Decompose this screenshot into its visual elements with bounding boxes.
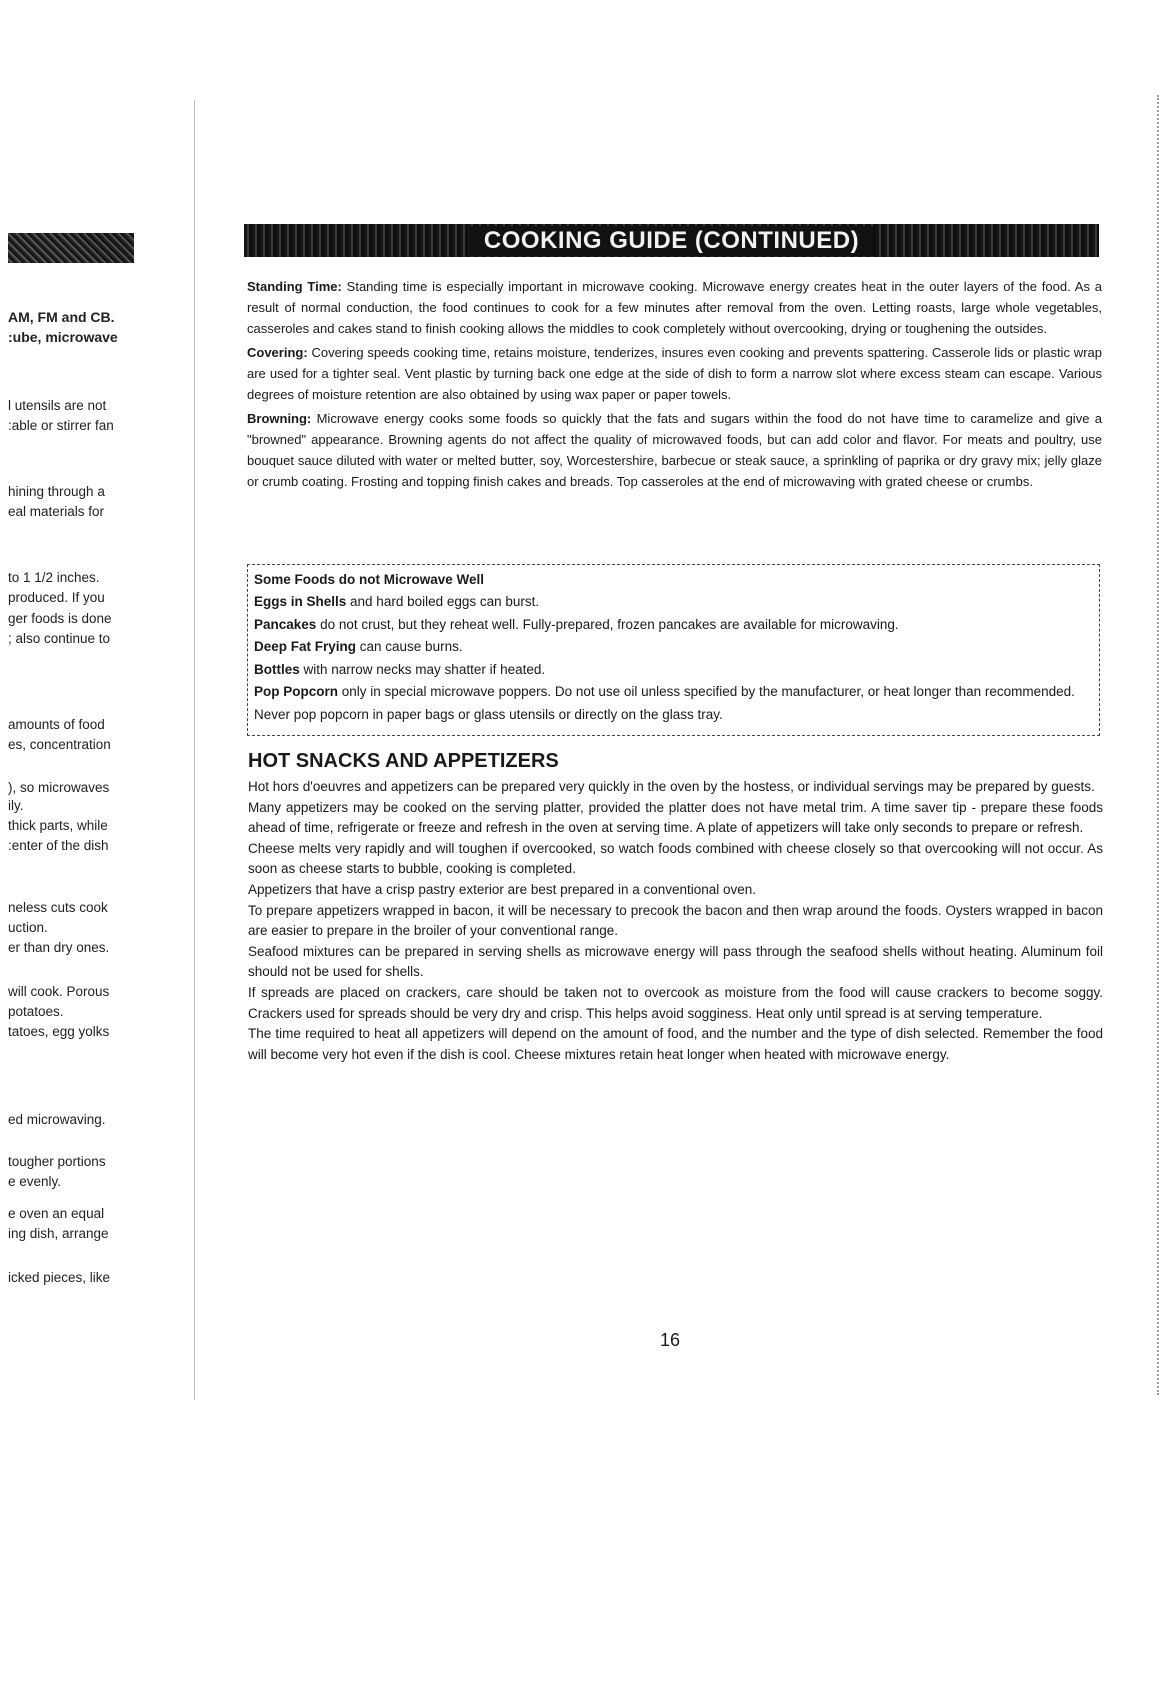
hot-snacks-text (248, 777, 1103, 1065)
left-page-fragment: l utensils are not (8, 398, 107, 413)
left-page-fragment: e oven an equal (8, 1206, 105, 1221)
left-page-fragment: potatoes. (8, 1004, 64, 1019)
box-item: Bottles with narrow necks may shatter if heated. (254, 661, 546, 677)
snack-paragraph: The time required to heat all appetizers will depend on the amount of food, and the number and the type of dish selected. Remember the food will become very hot even if the dish is cool. Cheese mixtures retain heat longer when heated with microwave energy. (248, 1026, 1103, 1062)
page-title: COOKING GUIDE (CONTINUED) (470, 226, 873, 256)
left-page-fragment: tougher portions (8, 1154, 106, 1169)
left-page-fragment: icked pieces, like (8, 1270, 111, 1285)
left-page-fragment: :ube, microwave (8, 329, 118, 345)
covering-paragraph: Covering: Covering speeds cooking time, retains moisture, tenderizes, insures even cooking and prevents spattering. Casserole lids or plastic wrap are used for a tighter seal. Vent plastic by turning back one edge at the side of dish to form a narrow slot where excess steam can escape. Various degrees of moisture retention are also obtained by using wax paper or paper towels. (247, 345, 1102, 402)
box-item: Pancakes do not crust, but they reheat well. Fully-prepared, frozen pancakes are available for microwaving. (254, 616, 899, 632)
page-gutter-line (194, 100, 195, 1400)
box-item: Pop Popcorn only in special microwave poppers. Do not use oil unless specified by the manufacturer, or heat longer than recommended. Never pop popcorn in paper bags or glass utensils or directly on the glass tray. (254, 684, 1075, 722)
box-item: Deep Fat Frying can cause burns. (254, 639, 463, 654)
snack-paragraph: Hot hors d'oeuvres and appetizers can be prepared very quickly in the oven by the hostess, or individual servings may be prepared by guests. (248, 779, 1095, 794)
left-page-fragment: :able or stirrer fan (8, 418, 114, 433)
left-page-fragment: er than dry ones. (8, 940, 110, 955)
left-page-fragment: thick parts, while (8, 818, 108, 833)
left-page-fragment: :enter of the dish (8, 838, 109, 853)
left-page-fragment: ed microwaving. (8, 1112, 106, 1127)
cooking-guide-text (247, 276, 1102, 495)
browning-paragraph: Browning: Microwave energy cooks some foods so quickly that the fats and sugars within the food do not have time to caramelize and give a "browned" appearance. Browning agents do not affect the quality of microwaved foods, but can add color and flavor. For meats and poultry, use bouquet sauce diluted with water or melted butter, soy, Worcestershire, barbecue or steak sauce, a sprinkling of paprika or dry gravy mix; jelly glaze or crumb coating. Frosting and topping finish cakes and breads. Top casseroles at the end of microwaving with grated cheese or crumbs. (247, 411, 1102, 489)
left-page-header-bar (8, 233, 134, 263)
right-edge-line (1157, 95, 1159, 1395)
snack-paragraph: Many appetizers may be cooked on the serving platter, provided the platter does not have metal trim. A time saver tip - prepare these foods ahead of time, refrigerate or freeze and refresh in the oven at serving time. A plate of appetizers will take only seconds to prepare or refresh. (248, 799, 1103, 836)
left-page-fragment: es, concentration (8, 737, 111, 752)
left-page-fragment: neless cuts cook (8, 900, 108, 915)
foods-not-microwave-box (247, 564, 1100, 736)
left-page-fragment: ), so microwaves (8, 780, 110, 795)
left-page-fragment: e evenly. (8, 1174, 62, 1189)
snack-paragraph: Cheese melts very rapidly and will toughen if overcooked, so watch foods combined with cheese closely so that overcooking will not occur. As soon as cheese starts to bubble, cooking is completed. (248, 840, 1103, 877)
left-page-fragment: eal materials for (8, 504, 105, 519)
left-page-fragment: uction. (8, 920, 48, 935)
box-title: Some Foods do not Microwave Well (254, 572, 485, 587)
page-number: 16 (660, 1330, 681, 1350)
standing-time-paragraph: Standing Time: Standing time is especially important in microwave cooking. Microwave energy creates heat in the outer layers of the food. As a result of normal conduction, the food continues to cook for a few minutes after removal from the oven. Letting roasts, large whole vegetables, casseroles and cakes stand to finish cooking allows the middles to cook completely without overcooking, drying or toughening the outsides. (247, 279, 1102, 336)
left-page-fragment: will cook. Porous (8, 984, 110, 999)
left-page-fragment: ger foods is done (8, 611, 112, 626)
left-page-fragment: hining through a (8, 484, 105, 499)
left-page-fragment: to 1 1/2 inches. (8, 570, 100, 585)
snack-paragraph: To prepare appetizers wrapped in bacon, it will be necessary to precook the bacon and then wrap around the foods. Oysters wrapped in bacon are easier to prepare in the broiler of your conventional range. (248, 902, 1103, 939)
left-page-fragment: tatoes, egg yolks (8, 1024, 110, 1039)
hot-snacks-heading: HOT SNACKS AND APPETIZERS (248, 750, 559, 772)
left-page-fragment: ; also continue to (8, 631, 111, 646)
section-banner (244, 224, 1099, 257)
snack-paragraph: Appetizers that have a crisp pastry exterior are best prepared in a conventional oven. (248, 881, 757, 897)
snack-paragraph: Seafood mixtures can be prepared in serving shells as microwave energy will pass through the seafood shells without heating. Aluminum foil should not be used for shells. (248, 943, 1103, 980)
left-page-fragment: ily. (8, 798, 24, 813)
snack-paragraph: If spreads are placed on crackers, care should be taken not to overcook as moisture from the food will cause crackers to become soggy. Crackers used for spreads should be very dry and crisp. This helps avoid sogginess. Heat only until spread is at serving temperature. (248, 984, 1103, 1021)
left-page-fragment: ing dish, arrange (8, 1226, 109, 1241)
box-item: Eggs in Shells and hard boiled eggs can burst. (254, 594, 540, 609)
left-page-fragment: amounts of food (8, 717, 105, 732)
left-page-fragment: AM, FM and CB. (8, 309, 115, 325)
left-page-fragment: produced. If you (8, 590, 105, 605)
